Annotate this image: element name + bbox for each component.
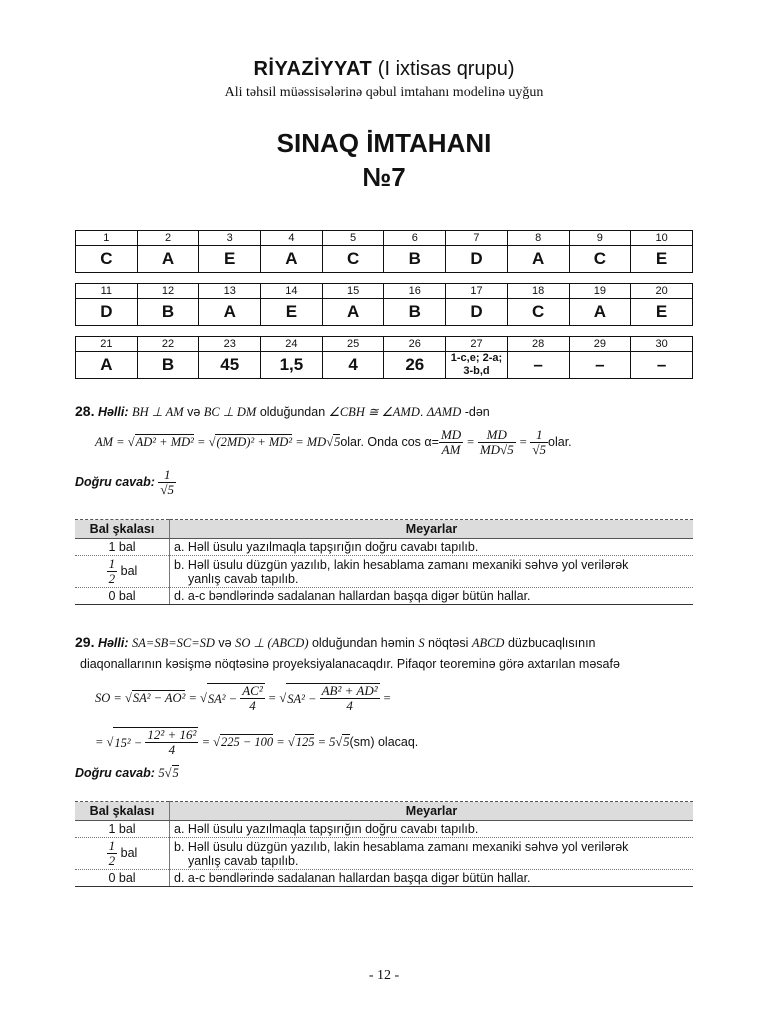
answer-value-cell: 26 <box>384 352 446 379</box>
answer-value-cell: A <box>507 246 569 273</box>
answer-value-cell: B <box>384 246 446 273</box>
answer-number-cell: 29 <box>569 337 631 352</box>
answer-number-cell: 5 <box>322 231 384 246</box>
q28-statement: 28. Həlli: BH ⊥ AM və BC ⊥ DM olduğundan ∠CBH ≅ ∠AMD. ΔAMD -dən <box>75 403 490 419</box>
subject-heading: RİYAZİYYAT (I ixtisas qrupu) <box>253 58 515 80</box>
answer-number-cell: 19 <box>569 284 631 299</box>
answer-number-cell: 1 <box>76 231 138 246</box>
answer-number-cell: 26 <box>384 337 446 352</box>
answer-value-cell: B <box>384 299 446 326</box>
answer-number-cell: 24 <box>261 337 323 352</box>
answer-number-cell: 7 <box>446 231 508 246</box>
answer-number-cell: 15 <box>322 284 384 299</box>
answer-value-cell: D <box>446 246 508 273</box>
answer-number-cell: 30 <box>631 337 693 352</box>
q29-score-table: Bal şkalası Meyarlar 1 bal a. Həll üsulu yazılmaqla tapşırığın doğru cavabı tapılıb. $\frac{1}{2}$ bal b. Həll üsulu düzgün yazılıb, lakin hesablama zamanı mexaniki səhvə yol verilərək yanlış cavab tapılıb. 0 bal d. a-c bəndlərində sadalanan hallardan başqa digər bütün hallar. <box>75 801 693 887</box>
answer-value-cell: C <box>569 246 631 273</box>
answer-value-cell: C <box>76 246 138 273</box>
answer-value-cell: A <box>261 246 323 273</box>
answer-table-2 <box>75 283 693 326</box>
answer-value-cell <box>446 352 508 379</box>
answer-value-cell: A <box>322 299 384 326</box>
answer-number-cell: 22 <box>137 337 199 352</box>
q29-formula-1: SO = √SA² − AO² = √ SA² − $\frac{\text{AC²}}{4}$ = √ SA² − $\frac{\text{AB² + AD²}}{4}$ = <box>95 683 392 713</box>
answer-value-cell: B <box>137 352 199 379</box>
q29-formula-2: = √ 15² − $\frac{\text{12² + 16²}}{4}$ = √225 − 100 = √125 = 5√5 (sm) olacaq. <box>95 727 419 757</box>
answer-number-cell: 4 <box>261 231 323 246</box>
q28-correct-answer: Doğru cavab: $\frac{1}{√5}$ <box>75 466 175 497</box>
answer-number-cell: 28 <box>507 337 569 352</box>
answer-value-cell: – <box>507 352 569 379</box>
page-title: SINAQ İMTAHANI №7 <box>276 128 492 192</box>
answer-value-cell: 4 <box>322 352 384 379</box>
answer-number-cell: 3 <box>199 231 261 246</box>
answer-value-cell: 1,5 <box>261 352 323 379</box>
page-number: - 12 - <box>368 968 400 983</box>
answer-value-cell: A <box>137 246 199 273</box>
answer-value-line1: 1-c,e; 2-a; <box>450 352 503 364</box>
answer-number-cell: 20 <box>631 284 693 299</box>
answer-value-cell: E <box>631 299 693 326</box>
answer-number-cell: 14 <box>261 284 323 299</box>
answer-number-cell: 12 <box>137 284 199 299</box>
answer-number-cell: 21 <box>76 337 138 352</box>
answer-value-line2: 3-b,d <box>463 365 490 377</box>
q28-formula: AM = √AD² + MD² = √(2MD)² + MD² = MD√5 olar. Onda cos α= $\frac{MD}{AM}$ = $\frac{MD}{MD√5}$ = $\frac{1}{√5}$ olar. <box>95 426 572 457</box>
answer-table-1 <box>75 230 693 273</box>
answer-number-cell: 10 <box>631 231 693 246</box>
answer-table-3 <box>75 336 693 379</box>
q29-statement-line2: diaqonallarının kəsişmə nöqtəsinə proyeksiyalanacaqdır. Pifaqor teoreminə görə axtarılan məsafə <box>80 657 620 671</box>
answer-value-cell: C <box>322 246 384 273</box>
answer-value-cell: E <box>199 246 261 273</box>
answer-number-cell: 8 <box>507 231 569 246</box>
answer-value-cell: C <box>507 299 569 326</box>
answer-value-cell: A <box>199 299 261 326</box>
answer-number-cell: 25 <box>322 337 384 352</box>
answer-value-cell: D <box>446 299 508 326</box>
answer-value-cell: – <box>631 352 693 379</box>
answer-number-cell: 23 <box>199 337 261 352</box>
answer-value-cell: A <box>76 352 138 379</box>
answer-number-cell: 17 <box>446 284 508 299</box>
answer-value-cell: E <box>261 299 323 326</box>
answer-value-cell: E <box>631 246 693 273</box>
answer-value-cell: B <box>137 299 199 326</box>
q28-score-table: Bal şkalası Meyarlar 1 bal a. Həll üsulu yazılmaqla tapşırığın doğru cavabı tapılıb. $\frac{1}{2}$ bal b. Həll üsulu düzgün yazılıb, lakin hesablama zamanı mexaniki səhvə yol verilərək yanlış cavab tapılıb. 0 bal d. a-c bəndlərində sadalanan hallardan başqa digər bütün hallar. <box>75 519 693 605</box>
answer-number-cell: 13 <box>199 284 261 299</box>
answer-value-cell: 45 <box>199 352 261 379</box>
q29-correct-answer: Doğru cavab: 5√5 <box>75 766 179 780</box>
answer-number-cell: 9 <box>569 231 631 246</box>
answer-value-cell: – <box>569 352 631 379</box>
answer-value-cell: A <box>569 299 631 326</box>
answer-number-cell: 27 <box>446 337 508 352</box>
answer-number-cell: 16 <box>384 284 446 299</box>
answer-number-cell: 2 <box>137 231 199 246</box>
subtitle: Ali təhsil müəssisələrinə qəbul imtahanı modelinə uyğun <box>224 85 544 100</box>
answer-value-cell: D <box>76 299 138 326</box>
answer-number-cell: 11 <box>76 284 138 299</box>
q29-statement: 29. Həlli: SA=SB=SC=SD və SO ⊥ (ABCD) olduğundan həmin S nöqtəsi ABCD düzbucaqlısının <box>75 634 596 650</box>
answer-number-cell: 18 <box>507 284 569 299</box>
answer-number-cell: 6 <box>384 231 446 246</box>
